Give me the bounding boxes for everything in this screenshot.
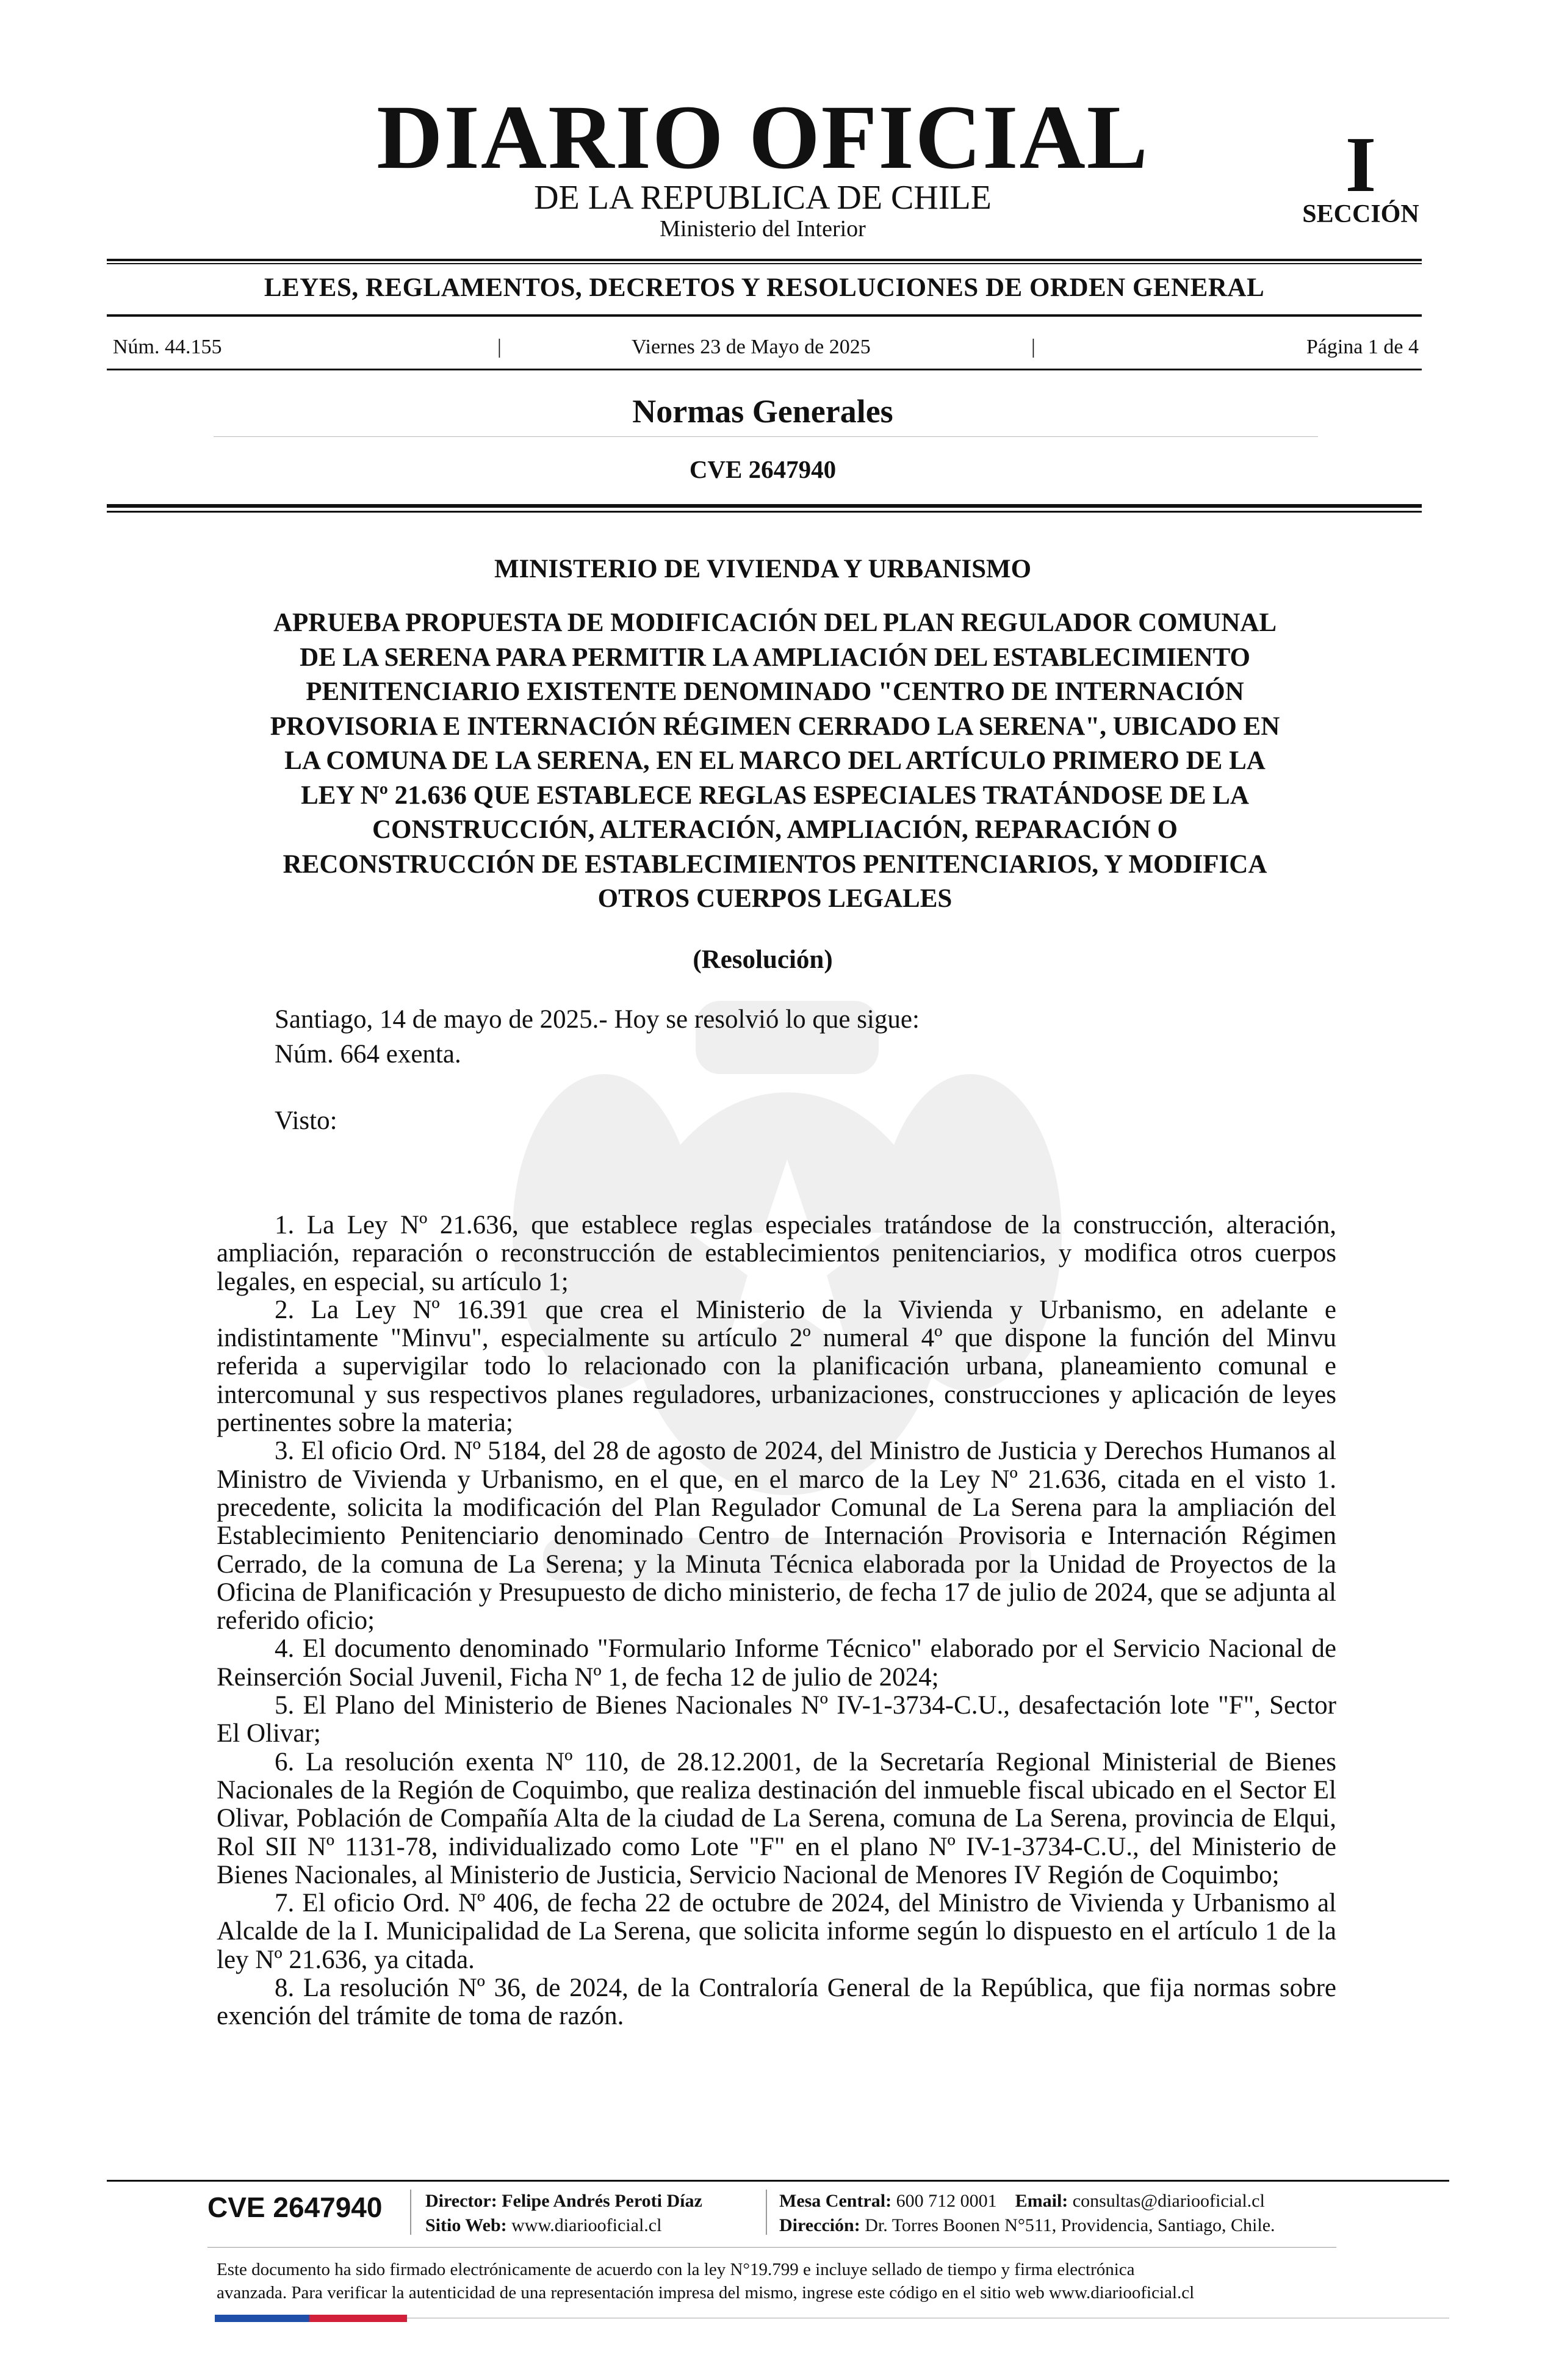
info-separator: | [1031, 336, 1036, 358]
resolution-label: (Resolución) [693, 945, 833, 974]
footer-website [425, 2215, 661, 2236]
header-bottom-rule [107, 504, 1422, 508]
masthead-title: DIARIO OFICIAL [376, 87, 1149, 188]
title-line: CONSTRUCCIÓN, ALTERACIÓN, AMPLIACIÓN, REPARACIÓN O [372, 815, 1178, 844]
footer-divider [766, 2190, 767, 2235]
title-line: OTROS CUERPOS LEGALES [597, 884, 953, 913]
banner-top-rule-thin [107, 263, 1422, 264]
issue-number: Núm. 44.155 [113, 336, 222, 358]
electronic-signature-notice [217, 2258, 1336, 2304]
place-date: Santiago, 14 de mayo de 2025.- Hoy se resolvió lo que sigue: [275, 1005, 920, 1034]
phone-label: Mesa Central: [779, 2191, 892, 2211]
title-line: APRUEBA PROPUESTA DE MODIFICACIÓN DEL PLAN REGULADOR COMUNAL [273, 608, 1277, 637]
website-link[interactable]: www.diariooficial.cl [511, 2215, 662, 2235]
title-line: LA COMUNA DE LA SERENA, EN EL MARCO DEL ARTÍCULO PRIMERO DE LA [284, 746, 1266, 775]
info-separator: | [497, 336, 502, 358]
banner-top-rule [107, 259, 1422, 261]
website-label: Sitio Web: [425, 2215, 507, 2235]
paragraph: 3. El oficio Ord. Nº 5184, del 28 de agosto de 2024, del Ministro de Justicia y Derechos Humanos al Ministro de Vivienda y Urbanismo, en el que, en el marco de la Ley Nº 21.636, citada en el visto 1. precedente, solicita la modificación del Plan Regulador Comunal de La Serena para la ampliación del Establecimiento Penitenciario denominado Centro de Internación Provisoria e Internación Régimen Cerrado, de la comuna de La Serena; y la Minuta Técnica elaborada por la Unidad de Proyectos de la Oficina de Planificación y Presupuesto de dicho ministerio, de fecha 17 de julio de 2024, que se adjunta al referido oficio; [217, 1437, 1336, 1635]
section-number: I [1345, 121, 1377, 209]
notice-line: avanzada. Para verificar la autenticidad de una representación impresa del mismo, ingrese este código en el sitio web www.diariooficial.cl [217, 2283, 1195, 2302]
masthead-subtitle: DE LA REPUBLICA DE CHILE [534, 179, 992, 217]
title-line: RECONSTRUCCIÓN DE ESTABLECIMIENTOS PENITENCIARIOS, Y MODIFICA [283, 849, 1267, 879]
visto-paragraphs [217, 1211, 1336, 2031]
footer-top-rule [107, 2180, 1449, 2182]
footer-cve-code: CVE 2647940 [207, 2191, 383, 2223]
title-line: DE LA SERENA PARA PERMITIR LA AMPLIACIÓN DEL ESTABLECIMIENTO [300, 643, 1250, 672]
email-label: Email: [1015, 2191, 1068, 2211]
title-line: LEY Nº 21.636 QUE ESTABLECE REGLAS ESPECIALES TRATÁNDOSE DE LA [301, 781, 1249, 810]
paragraph: 6. La resolución exenta Nº 110, de 28.12.2001, de la Secretaría Regional Ministerial de Bienes Nacionales de la Región de Coquimbo, que realiza destinación del inmueble fiscal ubicado en el Sector El Olivar, Población de Compañía Alta de la ciudad de La Serena, comuna de La Serena, provincia de Elqui, Rol SII Nº 1131-78, individualizado como Lote "F" en el plano Nº IV-1-3734-C.U., del Ministerio de Bienes Nacionales, al Ministerio de Justicia, Servicio Nacional de Menores IV Región de Coquimbo; [217, 1747, 1336, 1889]
resolution-title [217, 606, 1333, 917]
page-indicator: Página 1 de 4 [1306, 336, 1419, 358]
ministry-heading: MINISTERIO DE VIVIENDA Y URBANISMO [494, 555, 1032, 583]
infobar-bottom-rule [107, 369, 1422, 370]
issue-date: Viernes 23 de Mayo de 2025 [632, 336, 871, 358]
title-line: PROVISORIA E INTERNACIÓN RÉGIMEN CERRADO LA SERENA", UBICADO EN [270, 712, 1280, 741]
footer-address [779, 2215, 1275, 2236]
flag-stripe-blue [215, 2315, 309, 2322]
paragraph: 8. La resolución Nº 36, de 2024, de la Contraloría General de la República, que fija normas sobre exención del trámite de toma de razón. [217, 1974, 1336, 2031]
flag-stripe-red [309, 2315, 407, 2322]
title-line: PENITENCIARIO EXISTENTE DENOMINADO "CENTRO DE INTERNACIÓN [306, 677, 1244, 706]
footer-contact [779, 2191, 1265, 2212]
address-label: Dirección: [779, 2215, 860, 2235]
paragraph: 2. La Ley Nº 16.391 que crea el Ministerio de la Vivienda y Urbanismo, en adelante e indistintamente "Minvu", especialmente su artículo 2º numeral 4º que dispone la función del Minvu referida a supervigilar todo lo relacionado con la planificación urbana, planeamiento comunal e intercomunal y sus respectivos planes reguladores, urbanizaciones, construcciones y aplicación de leyes pertinentes sobre la materia; [217, 1295, 1336, 1438]
address-value: Dr. Torres Boonen N°511, Providencia, Santiago, Chile. [865, 2215, 1275, 2235]
paragraph: 5. El Plano del Ministerio de Bienes Nacionales Nº IV-1-3734-C.U., desafectación lote "F", Sector El Olivar; [217, 1691, 1336, 1748]
notice-line: Este documento ha sido firmado electrónicamente de acuerdo con la ley N°19.799 e incluye sellado de tiempo y firma electrónica [217, 2260, 1135, 2279]
banner-bottom-rule [107, 314, 1422, 317]
phone-value: 600 712 0001 [896, 2191, 997, 2211]
section-label: SECCIÓN [1302, 200, 1419, 228]
email-link[interactable]: consultas@diariooficial.cl [1072, 2191, 1265, 2211]
director-name: Felipe Andrés Peroti Díaz [502, 2191, 702, 2211]
section-heading: Normas Generales [632, 393, 893, 430]
paragraph: 1. La Ley Nº 21.636, que establece reglas especiales tratándose de la construcción, alteración, ampliación, reparación o reconstrucción de establecimientos penitenciarios, y modifica otros cuerpos legales, en especial, su artículo 1; [217, 1211, 1336, 1296]
category-banner: LEYES, REGLAMENTOS, DECRETOS Y RESOLUCIONES DE ORDEN GENERAL [264, 273, 1265, 302]
cve-code: CVE 2647940 [689, 455, 837, 483]
masthead-ministry: Ministerio del Interior [660, 216, 866, 242]
visto-heading: Visto: [275, 1106, 337, 1135]
footer-mid-rule [207, 2247, 1336, 2248]
header-bottom-rule-thin [107, 511, 1422, 513]
director-label: Director: [425, 2191, 497, 2211]
resolution-number: Núm. 664 exenta. [275, 1040, 461, 1069]
footer-divider [410, 2190, 411, 2235]
paragraph: 7. El oficio Ord. Nº 406, de fecha 22 de octubre de 2024, del Ministro de Vivienda y Urbanismo al Alcalde de la I. Municipalidad de La Serena, que solicita informe según lo dispuesto en el artículo 1 de la ley Nº 21.636, ya citada. [217, 1889, 1336, 1974]
paragraph: 4. El documento denominado "Formulario Informe Técnico" elaborado por el Servicio Nacional de Reinserción Social Juvenil, Ficha Nº 1, de fecha 12 de julio de 2024; [217, 1634, 1336, 1692]
section-divider [214, 436, 1318, 437]
footer-director [425, 2191, 702, 2212]
